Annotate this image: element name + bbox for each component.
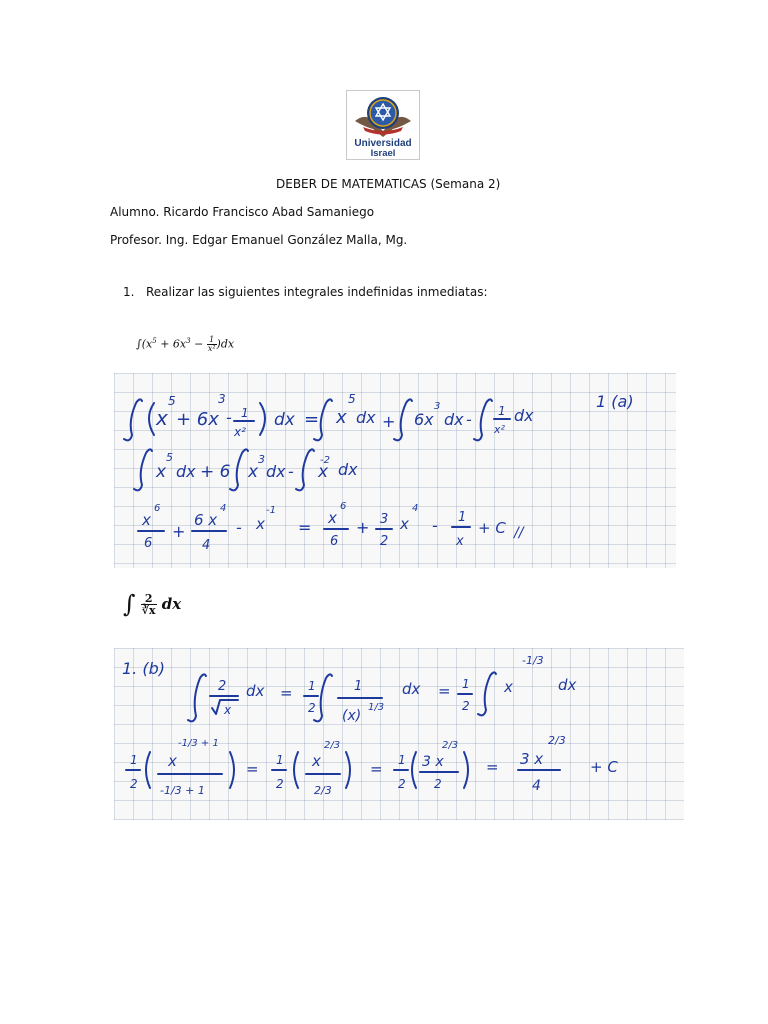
formula-1-open: ∫(x bbox=[136, 337, 153, 351]
a2-dx3: dx bbox=[338, 460, 358, 479]
a2-neg2: -2 bbox=[320, 455, 330, 466]
b1-half-n: 1 bbox=[308, 679, 316, 693]
handwritten-solution-b bbox=[114, 648, 684, 820]
a1-dx4: dx bbox=[514, 406, 534, 425]
a3-den6: 6 bbox=[144, 536, 153, 551]
a3-sixb: 6 bbox=[340, 501, 347, 512]
a1-one2: 1 bbox=[498, 404, 506, 418]
a3-x: x bbox=[256, 515, 265, 533]
teacher-name: Profesor. Ing. Edgar Emanuel González Malla, Mg. bbox=[110, 233, 408, 247]
formula-1-den: x² bbox=[207, 344, 216, 353]
question-text: Realizar las siguientes integrales indefinidas inmediatas: bbox=[146, 285, 488, 299]
a3-eq: = bbox=[298, 518, 312, 537]
a1-dx3: dx bbox=[444, 410, 464, 429]
logo-name-line1: Universidad bbox=[354, 138, 412, 149]
b1-dx: dx bbox=[246, 682, 265, 700]
b2-den: -1/3 + 1 bbox=[160, 784, 205, 797]
a2-xneg2: x bbox=[318, 462, 329, 482]
university-logo bbox=[346, 90, 420, 160]
a1-dx: dx bbox=[274, 410, 295, 430]
a3-plusc: + C bbox=[478, 519, 506, 537]
b2-exp23c: 2/3 bbox=[548, 734, 566, 747]
b2-num3x: 3 x bbox=[422, 754, 444, 770]
b2-half-d: 2 bbox=[130, 777, 138, 791]
formula-1-mid: + 6x bbox=[156, 337, 187, 351]
a1-eq: = bbox=[304, 409, 320, 430]
b2-plusc: + C bbox=[590, 758, 618, 776]
a3-num3: 3 bbox=[380, 512, 389, 527]
formula-2-dx: dx bbox=[161, 595, 182, 613]
formula-1-close: )dx bbox=[216, 337, 235, 351]
b2-x2: x bbox=[312, 752, 321, 770]
logo-name-line2: Israel bbox=[370, 148, 396, 159]
a3-x6b: x bbox=[328, 509, 337, 527]
a1-x2: x² bbox=[234, 425, 246, 439]
b2-num3x2: 3 x bbox=[520, 750, 544, 768]
a2-plus6: + 6 bbox=[200, 462, 231, 482]
b2-den23: 2/3 bbox=[314, 784, 332, 797]
a3-end: // bbox=[514, 525, 524, 541]
formula-1-fraction bbox=[207, 336, 217, 353]
part-a-label: 1 (a) bbox=[596, 392, 634, 411]
a2-five: 5 bbox=[166, 451, 173, 464]
b2-half-n3: 1 bbox=[398, 753, 406, 767]
formula-1-num: 1 bbox=[207, 336, 217, 345]
a3-xden: x bbox=[456, 534, 464, 549]
a3-fourb: 4 bbox=[412, 503, 419, 514]
formula-2-den: ∛x bbox=[141, 603, 156, 617]
formula-1 bbox=[136, 336, 234, 353]
a1-dx2: dx bbox=[356, 408, 376, 427]
a3-plus2: + bbox=[356, 518, 370, 537]
student-name: Alumno. Ricardo Francisco Abad Samaniego bbox=[110, 205, 375, 219]
b2-den4: 4 bbox=[532, 778, 541, 794]
a3-six: 6 bbox=[154, 503, 161, 514]
formula-1-minus: − bbox=[190, 337, 207, 351]
formula-2-fraction bbox=[141, 593, 157, 616]
a1-three: 3 bbox=[218, 392, 226, 406]
a1-x2b: x² bbox=[494, 423, 505, 436]
part-b-label: 1. (b) bbox=[122, 659, 165, 678]
a1-x: x bbox=[156, 406, 168, 430]
a1-six-x: 6x bbox=[414, 410, 434, 429]
a3-six-x: 6 x bbox=[194, 511, 218, 529]
b1-expneg: -1/3 bbox=[522, 654, 544, 667]
b1-half-d2: 2 bbox=[462, 699, 470, 713]
b1-eq: = bbox=[280, 684, 293, 702]
b1-num1: 1 bbox=[354, 679, 363, 694]
a3-four: 4 bbox=[220, 503, 227, 514]
b1-den-x: x bbox=[224, 703, 232, 717]
handwriting-a-drawing bbox=[114, 373, 676, 568]
formula-1-exp2: 3 bbox=[186, 336, 191, 345]
a1-int-x: x bbox=[336, 407, 347, 428]
a1-minus2: - bbox=[466, 410, 472, 429]
a3-x6: x bbox=[142, 511, 151, 529]
b1-half-n2: 1 bbox=[462, 677, 470, 691]
b2-den2: 2 bbox=[434, 777, 442, 791]
university-emblem-icon bbox=[347, 91, 419, 139]
a1-five: 5 bbox=[168, 394, 176, 408]
a3-den4: 4 bbox=[202, 538, 211, 553]
a3-den6b: 6 bbox=[330, 534, 339, 549]
b2-half-d2: 2 bbox=[276, 777, 284, 791]
a1-int-x5: 5 bbox=[348, 392, 356, 406]
b2-exp23b: 2/3 bbox=[442, 740, 459, 751]
a1-minus: - bbox=[226, 408, 232, 427]
handwritten-solution-a bbox=[114, 373, 676, 568]
a1-plus6x: + 6x bbox=[176, 409, 219, 430]
a2-minus: - bbox=[288, 462, 294, 481]
b1-exp13: 1/3 bbox=[368, 702, 385, 713]
a3-minus2: - bbox=[432, 516, 438, 535]
b1-den-x2: (x) bbox=[342, 708, 362, 724]
handwriting-b-drawing bbox=[114, 648, 684, 820]
formula-1-exp1: 5 bbox=[152, 336, 157, 345]
a1-three2: 3 bbox=[434, 401, 441, 412]
b2-half-n2: 1 bbox=[276, 753, 284, 767]
a2-x3: x bbox=[248, 462, 259, 482]
formula-2-num: 2 bbox=[141, 593, 157, 605]
b1-eq2: = bbox=[438, 682, 451, 700]
a3-one: 1 bbox=[458, 510, 467, 525]
b2-x: x bbox=[168, 752, 177, 770]
a2-dx2: dx bbox=[266, 462, 286, 481]
b2-exp: -1/3 + 1 bbox=[178, 738, 219, 749]
b1-x: x bbox=[504, 678, 513, 696]
a3-minus: - bbox=[236, 518, 242, 537]
document-title: DEBER DE MATEMATICAS (Semana 2) bbox=[276, 177, 501, 191]
b2-eq3: = bbox=[486, 758, 499, 776]
b2-half-n: 1 bbox=[130, 753, 138, 767]
a1-plus: + bbox=[382, 412, 396, 431]
b1-dx2: dx bbox=[402, 680, 421, 698]
b2-eq2: = bbox=[370, 760, 383, 778]
a3-plus: + bbox=[172, 522, 186, 541]
b2-eq: = bbox=[246, 760, 259, 778]
a1-one: 1 bbox=[241, 406, 249, 420]
a3-xb: x bbox=[400, 515, 409, 533]
b1-half-d: 2 bbox=[308, 701, 316, 715]
b2-exp23: 2/3 bbox=[324, 740, 341, 751]
b2-half-d3: 2 bbox=[398, 777, 406, 791]
a2-x: x bbox=[156, 462, 167, 482]
b1-dx3: dx bbox=[558, 676, 577, 694]
a3-den2: 2 bbox=[380, 534, 389, 549]
b1-num2: 2 bbox=[218, 679, 227, 694]
formula-2 bbox=[123, 590, 181, 618]
a3-neg1: -1 bbox=[266, 505, 276, 516]
question-number: 1. bbox=[123, 285, 135, 299]
a2-dx: dx bbox=[176, 462, 196, 481]
a2-three: 3 bbox=[258, 453, 265, 466]
formula-2-integral: ∫ bbox=[123, 590, 136, 618]
